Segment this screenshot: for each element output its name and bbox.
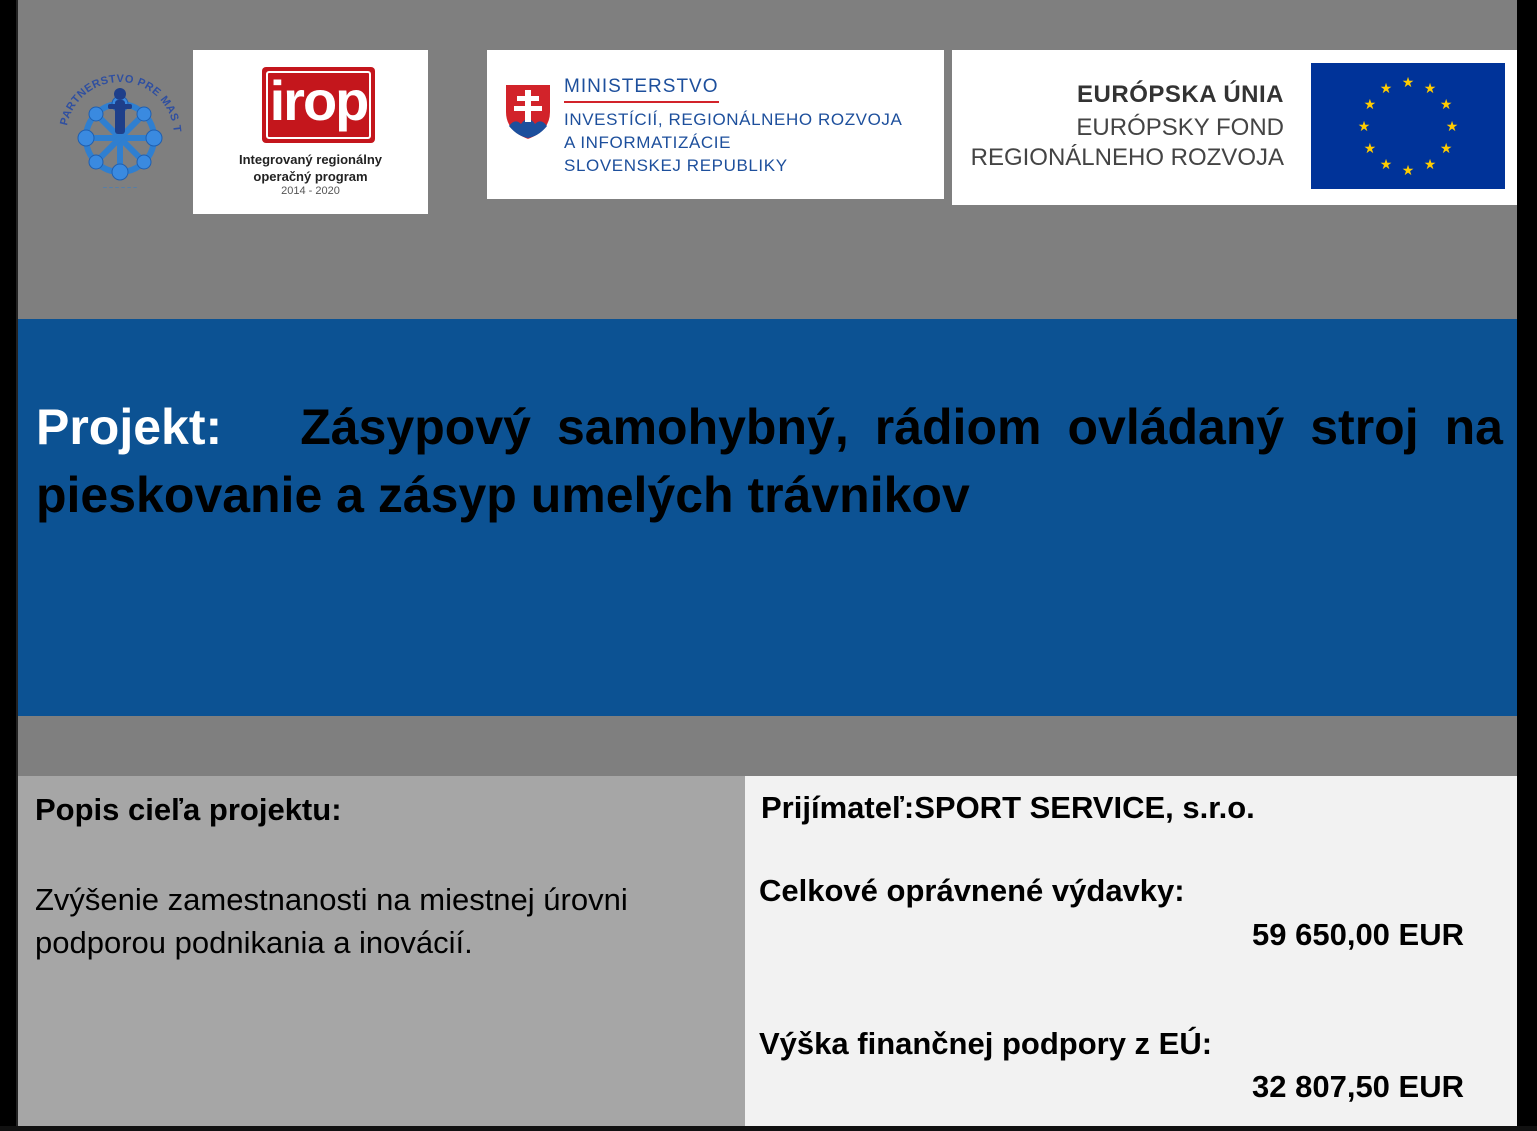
eu-flag-icon [1311,63,1505,189]
eu-star-icon: ★ [1379,157,1393,174]
eu-star-icon: ★ [1401,75,1415,91]
eu-star-icon: ★ [1423,80,1437,97]
total-expenses-label: Celkové oprávnené výdavky: [759,873,1185,908]
slovak-coat-of-arms-icon [503,82,553,142]
recipient-label: Prijímateľ:SPORT SERVICE, s.r.o. [761,790,1255,825]
eu-star-icon: ★ [1363,141,1377,157]
irop-years: 2014 - 2020 [281,185,340,197]
eu-star-icon: ★ [1363,97,1377,113]
eu-star-icon: ★ [1423,157,1437,174]
total-expenses-value: 59 650,00 EUR [1252,917,1464,952]
project-banner [18,319,1517,716]
ministry-line2: A INFORMATIZÁCIE [564,133,732,152]
bottom-border [0,1126,1537,1131]
svg-text:~ ~ ~ ~ ~ ~: ~ ~ ~ ~ ~ ~ [102,185,138,192]
mas-turiec-logo [48,66,190,196]
eu-star-icon: ★ [1357,119,1371,135]
wheel-with-figure-icon [48,66,190,196]
eu-star-icon: ★ [1445,119,1459,135]
eu-star-icon: ★ [1379,80,1393,97]
recipient-panel [745,776,1517,1126]
eu-support-label: Výška finančnej podpory z EÚ: [759,1026,1213,1061]
description-panel [18,776,745,1126]
eu-star-icon: ★ [1439,141,1453,157]
ministry-title: MINISTERSTVO [564,76,719,97]
project-title: Zásypový samohybný, rádiom ovládaný stroj na pieskovanie a zásyp umelých trávnikov [36,399,1503,523]
irop-caption-line2: operačný program [253,169,368,184]
eu-fund-line2: REGIONÁLNEHO ROZVOJA [970,144,1284,171]
mas-logo-text: PARTNERSTVO PRE MAS T [58,72,183,134]
irop-mark [262,67,375,143]
eu-support-value: 32 807,50 EUR [1252,1069,1464,1104]
project-label: Projekt: [36,399,223,455]
irop-logo [193,50,428,214]
ministry-line3: SLOVENSKEJ REPUBLIKY [564,156,788,175]
ministry-title-underline [564,101,719,103]
description-text: Zvýšenie zamestnanosti na miestnej úrovni podporou podnikania a inovácií. [35,882,628,960]
eu-star-icon: ★ [1439,97,1453,113]
irop-wordmark: irop [269,69,368,132]
irop-caption-line1: Integrovaný regionálny [238,152,383,167]
description-heading: Popis cieľa projektu: [35,792,342,827]
eu-title: EURÓPSKA ÚNIA [1077,81,1284,108]
ministry-logo [487,50,944,199]
project-title-block [36,393,1503,529]
ministry-line1: INVESTÍCIÍ, REGIONÁLNEHO ROZVOJA [564,110,903,129]
eu-logo [952,50,1517,205]
eu-fund-line1: EURÓPSKY FOND [1076,114,1284,141]
eu-star-icon: ★ [1401,163,1415,179]
